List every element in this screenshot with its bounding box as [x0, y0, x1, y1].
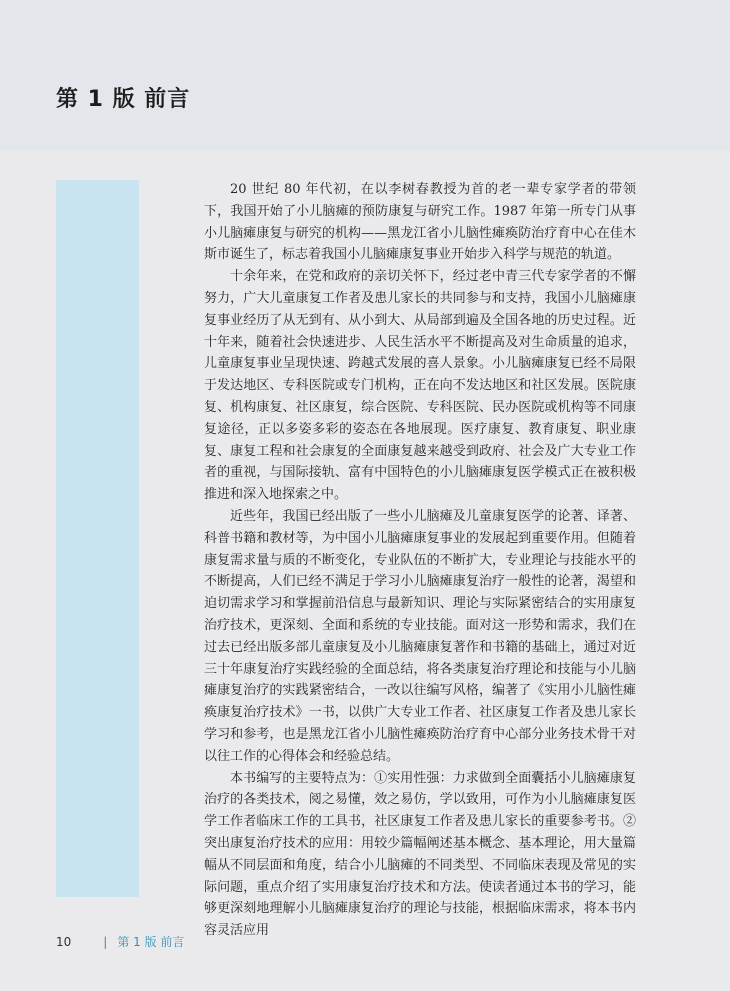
body-text — [204, 179, 636, 942]
running-title: 第 1 版 前言 — [117, 935, 185, 949]
paragraph-4: 本书编写的主要特点为：①实用性强：力求做到全面囊括小儿脑瘫康复治疗的各类技术，阅之易懂，效之易仿，学以致用，可作为小儿脑瘫康复医学工作者临床工作的工具书，社区康复工作者及患儿家长的重要参考书。②突出康复治疗技术的应用：用较少篇幅阐述基本概念、基本理论，用大量篇幅从不同层面和角度，结合小儿脑瘫的不同类型、不同临床表现及常见的实际问题，重点介绍了实用康复治疗技术和方法。使读者通过本书的学习，能够更深刻地理解小儿脑瘫康复治疗的理论与技能，根据临床需求，将本书内容灵活应用 — [204, 770, 636, 939]
footer-separator: | — [103, 935, 108, 949]
page-footer — [56, 933, 184, 950]
chapter-title: 第 1 版 前言 — [56, 87, 191, 112]
header-band — [0, 0, 730, 150]
page-number: 10 — [56, 935, 72, 949]
paragraph-1: 20 世纪 80 年代初，在以李树春教授为首的老一辈专家学者的带领下，我国开始了小儿脑瘫的预防康复与研究工作。1987 年第一所专门从事小儿脑瘫康复与研究的机构——黑龙江省小儿脑性瘫痪防治疗育中心在佳木斯市诞生了，标志着我国小儿脑瘫康复事业开始步入科学与规范的轨道。 — [204, 182, 636, 263]
side-bar — [56, 180, 139, 897]
paragraph-3: 近些年，我国已经出版了一些小儿脑瘫及儿童康复医学的论著、译著、科普书籍和教材等，为中国小儿脑瘫康复事业的发展起到重要作用。但随着康复需求量与质的不断变化，专业队伍的不断扩大，专业理论与技能水平的不断提高，人们已经不满足于学习小儿脑瘫康复治疗一般性的论著，渴望和迫切需求学习和掌握前沿信息与最新知识、理论与实际紧密结合的实用康复治疗技术，更深刻、全面和系统的专业技能。面对这一形势和需求，我们在过去已经出版多部儿童康复及小儿脑瘫康复著作和书籍的基础上，通过对近三十年康复治疗实践经验的全面总结，将各类康复治疗理论和技能与小儿脑瘫康复治疗的实践紧密结合，一改以往编写风格，编著了《实用小儿脑性瘫痪康复治疗技术》一书，以供广大专业工作者、社区康复工作者及患儿家长学习和参考，也是黑龙江省小儿脑性瘫痪防治疗育中心部分业务技术骨干对以往工作的心得体会和经验总结。 — [204, 508, 636, 764]
paragraph-2: 十余年来，在党和政府的亲切关怀下，经过老中青三代专家学者的不懈努力，广大儿童康复工作者及患儿家长的共同参与和支持，我国小儿脑瘫康复事业经历了从无到有、从小到大、从局部到遍及全国各地的历史过程。近十年来，随着社会快速进步、人民生活水平不断提高及对生命质量的追求，儿童康复事业呈现快速、跨越式发展的喜人景象。小儿脑瘫康复已经不局限于发达地区、专科医院或专门机构，正在向不发达地区和社区发展。医院康复、机构康复、社区康复，综合医院、专科医院、民办医院或机构等不同康复途径，正以多姿多彩的姿态在各地展现。医疗康复、教育康复、职业康复、康复工程和社会康复的全面康复越来越受到政府、社会及广大专业工作者的重视，与国际接轨、富有中国特色的小儿脑瘫康复医学模式正在被积极推进和深入地探索之中。 — [204, 269, 636, 503]
